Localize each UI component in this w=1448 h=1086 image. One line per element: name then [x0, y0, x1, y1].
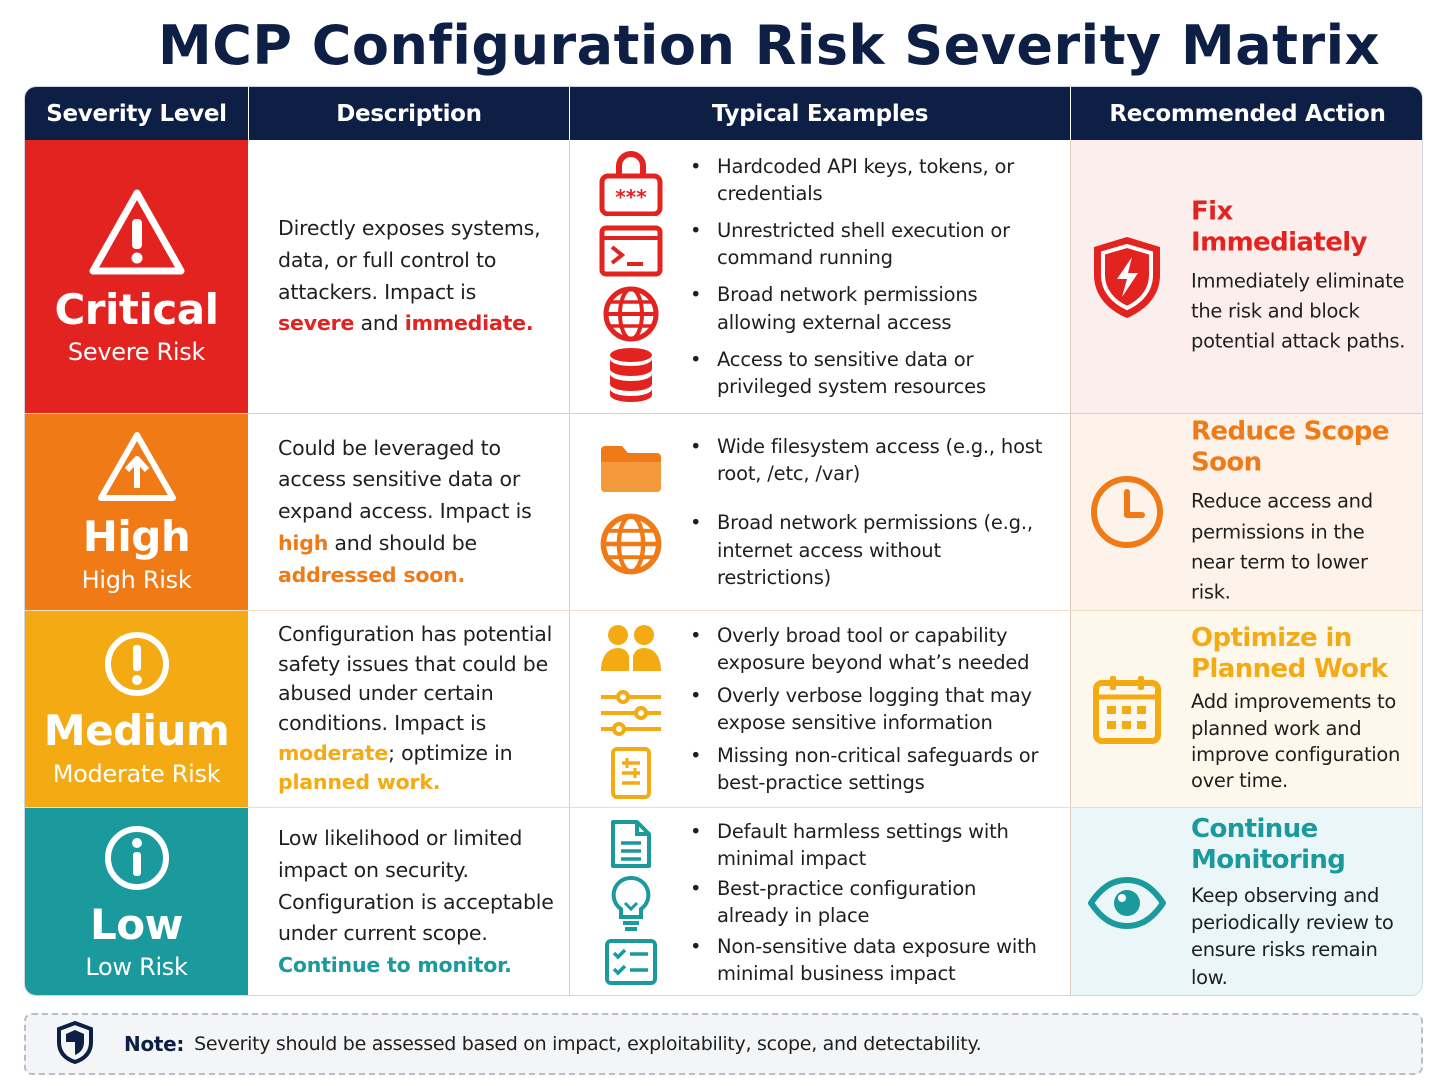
row-divider — [25, 610, 1423, 611]
description-cell-low — [249, 808, 569, 996]
examples-list — [690, 611, 1050, 807]
note-label: Note: — [124, 1032, 185, 1056]
list-item: • Broad network permissions (e.g., internet access without restrictions) — [690, 509, 1050, 591]
list-item: • Non-sensitive data exposure with minimal business impact — [690, 933, 1050, 988]
row-high — [25, 414, 1423, 610]
description-body: Could be leveraged to access sensitive data or expand access. Impact is — [278, 435, 532, 524]
document-icon — [596, 818, 666, 870]
action-body: Immediately eliminate the risk and block potential attack paths. — [1191, 269, 1406, 353]
examples-list — [690, 808, 1050, 996]
svg-text:***: *** — [615, 185, 647, 209]
warning-arrow-up-icon — [96, 430, 178, 509]
description-highlight: addressed soon. — [278, 562, 466, 587]
checklist-icon — [596, 938, 666, 986]
action-title: Reduce Scope Soon — [1191, 416, 1389, 478]
header-divider — [248, 87, 249, 140]
description-body: Configuration has potential safety issues that could be abused under certain conditions. Impact is — [278, 621, 553, 735]
severity-subtitle: Low Risk — [85, 953, 188, 982]
calendar-icon — [1087, 673, 1167, 745]
description-cell-medium — [249, 611, 569, 807]
globe-icon — [596, 285, 666, 343]
description-text — [278, 823, 555, 982]
action-title: Fix Immediately — [1191, 195, 1367, 258]
severity-subtitle: Moderate Risk — [52, 759, 221, 788]
list-item: • Broad network permissions allowing external access — [690, 281, 1050, 336]
examples-cell-medium — [570, 611, 1070, 807]
action-cell-high — [1071, 414, 1423, 610]
action-body: Add improvements to planned work and improve configuration over time. — [1191, 690, 1401, 793]
examples-list — [690, 414, 1050, 610]
exclamation-circle-icon — [103, 630, 171, 703]
severity-name: Low — [90, 899, 183, 949]
shield-icon — [56, 1020, 94, 1069]
globe-icon — [596, 512, 666, 576]
action-cell-medium — [1071, 611, 1423, 807]
description-highlight: high — [278, 530, 329, 555]
action-cell-low — [1071, 808, 1423, 996]
clock-icon — [1087, 474, 1167, 550]
note-text: Severity should be assessed based on impact, exploitability, scope, and detectability. — [194, 1033, 982, 1055]
examples-cell-high — [570, 414, 1070, 610]
action-title: Optimize in Planned Work — [1191, 623, 1388, 685]
row-low — [25, 808, 1423, 996]
description-cell-high — [249, 414, 569, 610]
database-icon — [596, 347, 666, 403]
header-typical-examples: Typical Examples — [570, 87, 1070, 140]
severity-subtitle: High Risk — [81, 565, 192, 594]
list-item: • Unrestricted shell execution or command running — [690, 217, 1050, 272]
description-text — [278, 213, 555, 340]
action-cell-critical — [1071, 140, 1423, 413]
severity-subtitle: Severe Risk — [67, 338, 206, 367]
lightbulb-icon — [596, 875, 666, 933]
description-highlight: severe — [278, 311, 355, 336]
severity-cell-low — [25, 808, 248, 996]
list-item: • Hardcoded API keys, tokens, or credentials — [690, 153, 1050, 208]
header-description: Description — [249, 87, 569, 140]
sliders-icon — [596, 689, 666, 737]
severity-cell-critical — [25, 140, 248, 413]
row-divider — [25, 413, 1423, 414]
terminal-icon — [596, 225, 666, 277]
action-title: Continue Monitoring — [1191, 813, 1346, 875]
description-highlight: moderate — [278, 740, 389, 765]
page-title: MCP Configuration Risk Severity Matrix — [158, 14, 1380, 77]
description-highlight: immediate. — [404, 311, 534, 336]
header-divider — [569, 87, 570, 140]
password-lock-icon — [596, 150, 666, 216]
examples-cell-low — [570, 808, 1070, 996]
column-divider — [1070, 140, 1071, 996]
folder-icon — [596, 442, 666, 496]
shield-bolt-icon — [1087, 233, 1167, 321]
info-circle-icon — [103, 824, 171, 897]
description-body: ; optimize in — [388, 740, 513, 765]
checklist-document-icon — [596, 746, 666, 800]
list-item: • Access to sensitive data or privileged system resources — [690, 346, 1050, 401]
row-divider — [25, 807, 1423, 808]
severity-cell-medium — [25, 611, 248, 807]
list-item: • Default harmless settings with minimal impact — [690, 818, 1050, 873]
action-body: Reduce access and permissions in the near term to lower risk. — [1191, 489, 1373, 604]
row-critical — [25, 140, 1423, 413]
severity-name: High — [82, 512, 191, 562]
severity-cell-high — [25, 414, 248, 610]
description-text — [278, 433, 555, 592]
header-recommended-action: Recommended Action — [1071, 87, 1423, 140]
description-cell-critical — [249, 140, 569, 413]
risk-matrix — [24, 86, 1423, 996]
warning-triangle-icon — [87, 187, 187, 282]
header-divider — [1070, 87, 1071, 140]
note-box — [24, 1013, 1423, 1075]
examples-cell-critical — [570, 140, 1070, 413]
description-body: Low likelihood or limited impact on security. Configuration is acceptable under current scope. — [278, 826, 554, 946]
row-medium — [25, 611, 1423, 807]
list-item: • Missing non-critical safeguards or best-practice settings — [690, 742, 1050, 797]
severity-name: Critical — [54, 284, 219, 334]
description-highlight: Continue to monitor. — [278, 953, 512, 978]
list-item: • Overly broad tool or capability exposure beyond what’s needed — [690, 622, 1050, 677]
list-item: • Overly verbose logging that may expose sensitive information — [690, 682, 1050, 737]
severity-name: Medium — [43, 706, 230, 756]
action-body: Keep observing and periodically review to ensure risks remain low. — [1191, 884, 1394, 989]
description-highlight: planned work. — [278, 770, 441, 795]
list-item: • Best-practice configuration already in place — [690, 875, 1050, 930]
examples-list — [690, 140, 1050, 413]
description-text — [278, 620, 555, 798]
column-divider — [569, 140, 570, 996]
description-body: Directly exposes systems, data, or full control to attackers. Impact is — [278, 215, 541, 304]
header-severity-level: Severity Level — [25, 87, 248, 140]
description-body: and should be — [328, 530, 477, 555]
list-item: • Wide filesystem access (e.g., host root, /etc, /var) — [690, 433, 1050, 488]
description-body: and — [354, 311, 405, 336]
eye-icon — [1087, 877, 1167, 929]
users-icon — [596, 623, 666, 675]
